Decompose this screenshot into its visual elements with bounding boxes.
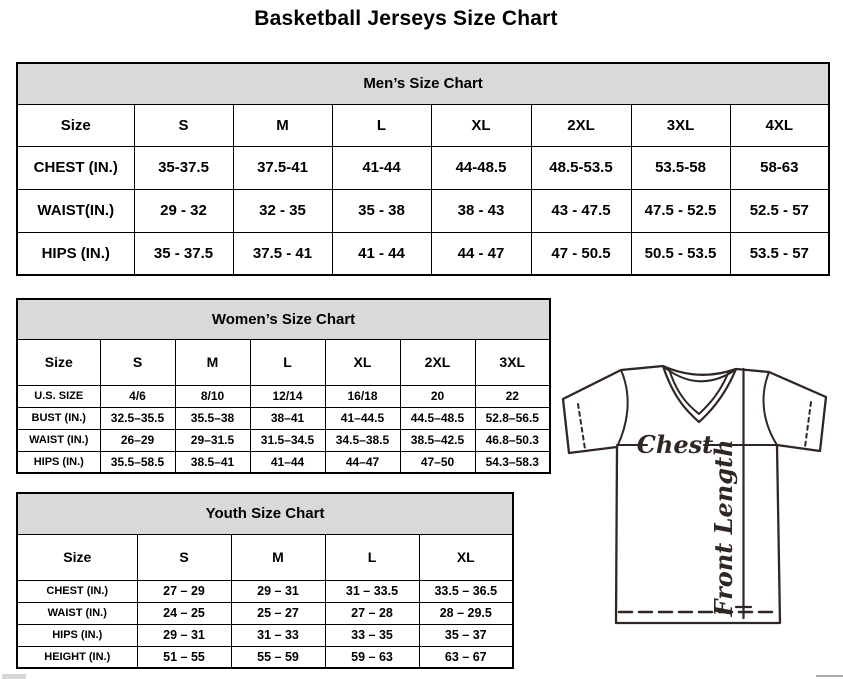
table-row — [17, 602, 513, 624]
value-cell: 48.5-53.5 — [531, 146, 631, 189]
jersey-outline-icon — [563, 366, 826, 623]
value-cell: 22 — [475, 385, 550, 407]
row-label-cell: WAIST (IN.) — [17, 429, 100, 451]
table-row — [17, 232, 829, 275]
value-cell: 55 – 59 — [231, 646, 325, 668]
value-cell: 35 - 38 — [332, 189, 431, 232]
value-cell: 35 – 37 — [419, 624, 513, 646]
value-cell: 44.5–48.5 — [400, 407, 475, 429]
womens-size-table — [16, 298, 551, 474]
value-cell: 27 – 28 — [325, 602, 419, 624]
row-label-cell: HIPS (IN.) — [17, 232, 134, 275]
table-row — [17, 189, 829, 232]
column-header-3xl: 3XL — [631, 104, 730, 146]
column-header-s: S — [137, 534, 231, 580]
value-cell: 28 – 29.5 — [419, 602, 513, 624]
value-cell: 37.5-41 — [233, 146, 332, 189]
column-header-xl: XL — [419, 534, 513, 580]
youth-size-table — [16, 492, 514, 669]
table-row — [17, 580, 513, 602]
value-cell: 35 - 37.5 — [134, 232, 233, 275]
row-label-cell: HIPS (IN.) — [17, 451, 100, 473]
armhole-seam-right-icon — [764, 372, 777, 445]
cuff-dash-left-icon — [578, 404, 585, 449]
column-header-3xl: 3XL — [475, 339, 550, 385]
jersey-diagram — [553, 356, 841, 636]
value-cell: 8/10 — [175, 385, 250, 407]
value-cell: 53.5 - 57 — [730, 232, 829, 275]
value-cell: 54.3–58.3 — [475, 451, 550, 473]
value-cell: 38 - 43 — [431, 189, 531, 232]
value-cell: 44-48.5 — [431, 146, 531, 189]
table-row — [17, 451, 550, 473]
value-cell: 12/14 — [250, 385, 325, 407]
value-cell: 41-44 — [332, 146, 431, 189]
value-cell: 16/18 — [325, 385, 400, 407]
scrollbar-fragment-right[interactable] — [816, 675, 843, 677]
table-row — [17, 407, 550, 429]
column-header-m: M — [175, 339, 250, 385]
youth-chart-title: Youth Size Chart — [17, 493, 513, 534]
value-cell: 38.5–41 — [175, 451, 250, 473]
value-cell: 4/6 — [100, 385, 175, 407]
value-cell: 29 – 31 — [137, 624, 231, 646]
row-label-cell: CHEST (IN.) — [17, 580, 137, 602]
value-cell: 44 - 47 — [431, 232, 531, 275]
value-cell: 24 – 25 — [137, 602, 231, 624]
value-cell: 34.5–38.5 — [325, 429, 400, 451]
value-cell: 20 — [400, 385, 475, 407]
column-header-s: S — [100, 339, 175, 385]
value-cell: 50.5 - 53.5 — [631, 232, 730, 275]
value-cell: 29–31.5 — [175, 429, 250, 451]
mens-chart-title: Men’s Size Chart — [17, 63, 829, 104]
table-row — [17, 146, 829, 189]
value-cell: 63 – 67 — [419, 646, 513, 668]
value-cell: 41–44 — [250, 451, 325, 473]
column-header-size: Size — [17, 339, 100, 385]
value-cell: 51 – 55 — [137, 646, 231, 668]
value-cell: 52.5 - 57 — [730, 189, 829, 232]
value-cell: 31.5–34.5 — [250, 429, 325, 451]
row-label-cell: BUST (IN.) — [17, 407, 100, 429]
column-header-l: L — [250, 339, 325, 385]
scrollbar-fragment-left[interactable] — [2, 674, 26, 679]
value-cell: 53.5-58 — [631, 146, 730, 189]
column-header-4xl: 4XL — [730, 104, 829, 146]
row-label-cell: CHEST (IN.) — [17, 146, 134, 189]
column-header-size: Size — [17, 104, 134, 146]
row-label-cell: U.S. SIZE — [17, 385, 100, 407]
value-cell: 47.5 - 52.5 — [631, 189, 730, 232]
value-cell: 41–44.5 — [325, 407, 400, 429]
value-cell: 44–47 — [325, 451, 400, 473]
value-cell: 59 – 63 — [325, 646, 419, 668]
value-cell: 38.5–42.5 — [400, 429, 475, 451]
column-header-l: L — [332, 104, 431, 146]
mens-header-row — [17, 104, 829, 146]
column-header-m: M — [231, 534, 325, 580]
value-cell: 26–29 — [100, 429, 175, 451]
column-header-m: M — [233, 104, 332, 146]
value-cell: 43 - 47.5 — [531, 189, 631, 232]
column-header-size: Size — [17, 534, 137, 580]
value-cell: 35.5–58.5 — [100, 451, 175, 473]
youth-header-row — [17, 534, 513, 580]
column-header-s: S — [134, 104, 233, 146]
value-cell: 33.5 – 36.5 — [419, 580, 513, 602]
table-row — [17, 385, 550, 407]
value-cell: 47–50 — [400, 451, 475, 473]
chest-label: Chest — [636, 430, 714, 459]
value-cell: 33 – 35 — [325, 624, 419, 646]
value-cell: 32.5–35.5 — [100, 407, 175, 429]
value-cell: 58-63 — [730, 146, 829, 189]
value-cell: 32 - 35 — [233, 189, 332, 232]
column-header-2xl: 2XL — [400, 339, 475, 385]
row-label-cell: WAIST (IN.) — [17, 602, 137, 624]
table-row — [17, 624, 513, 646]
value-cell: 25 – 27 — [231, 602, 325, 624]
value-cell: 52.8–56.5 — [475, 407, 550, 429]
value-cell: 35.5–38 — [175, 407, 250, 429]
value-cell: 47 - 50.5 — [531, 232, 631, 275]
column-header-l: L — [325, 534, 419, 580]
mens-size-table — [16, 62, 830, 276]
row-label-cell: HIPS (IN.) — [17, 624, 137, 646]
row-label-cell: WAIST(IN.) — [17, 189, 134, 232]
value-cell: 29 – 31 — [231, 580, 325, 602]
womens-chart-title: Women’s Size Chart — [17, 299, 550, 339]
armhole-seam-left-icon — [617, 370, 628, 447]
value-cell: 35-37.5 — [134, 146, 233, 189]
value-cell: 41 - 44 — [332, 232, 431, 275]
value-cell: 31 – 33 — [231, 624, 325, 646]
value-cell: 27 – 29 — [137, 580, 231, 602]
column-header-xl: XL — [325, 339, 400, 385]
page-title: Basketball Jerseys Size Chart — [254, 7, 558, 30]
value-cell: 31 – 33.5 — [325, 580, 419, 602]
front-length-label: Front Length — [709, 439, 738, 617]
table-row — [17, 429, 550, 451]
womens-header-row — [17, 339, 550, 385]
cuff-dash-right-icon — [805, 402, 811, 447]
value-cell: 46.8–50.3 — [475, 429, 550, 451]
table-row — [17, 646, 513, 668]
value-cell: 29 - 32 — [134, 189, 233, 232]
value-cell: 38–41 — [250, 407, 325, 429]
row-label-cell: HEIGHT (IN.) — [17, 646, 137, 668]
value-cell: 37.5 - 41 — [233, 232, 332, 275]
column-header-xl: XL — [431, 104, 531, 146]
column-header-2xl: 2XL — [531, 104, 631, 146]
